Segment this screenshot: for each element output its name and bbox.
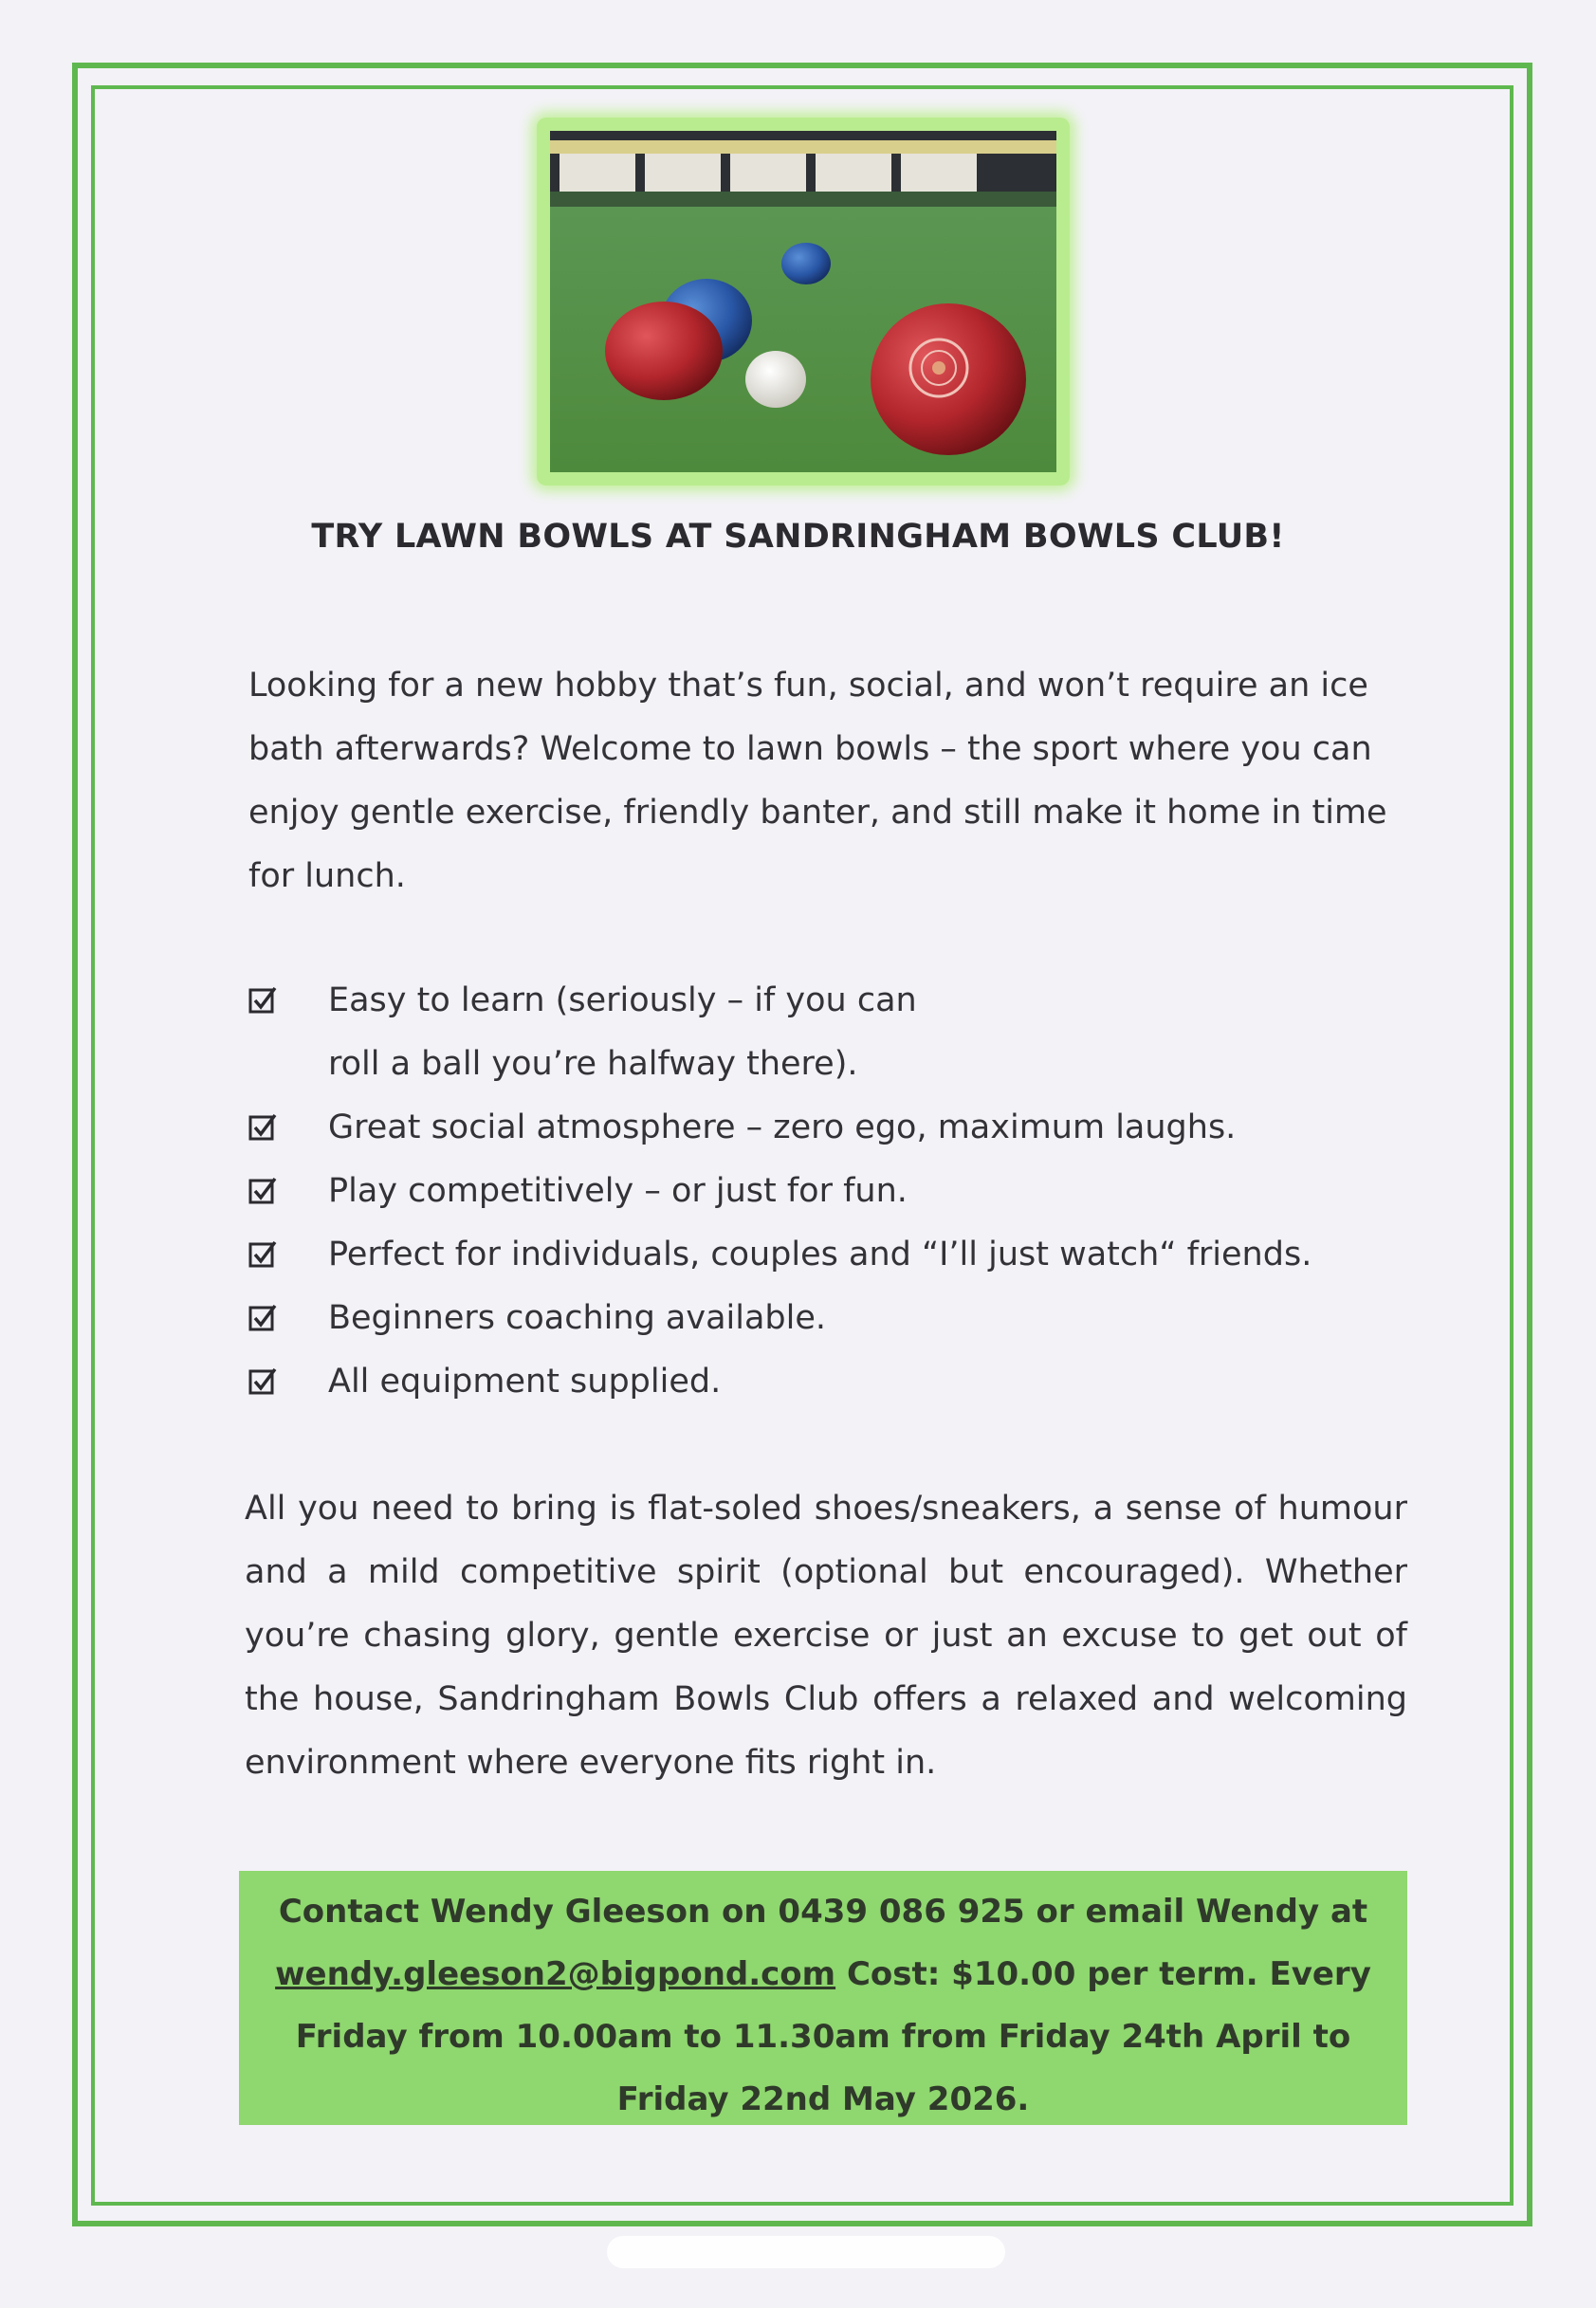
checked-box-icon <box>248 985 277 1014</box>
list-item <box>248 1350 1415 1414</box>
contact-box <box>239 1871 1407 2125</box>
feature-text: Easy to learn (seriously – if you can roll a ball you’re halfway there). <box>328 981 917 1083</box>
feature-text: Great social atmosphere – zero ego, maximum laughs. <box>328 1108 1237 1146</box>
list-item <box>248 1160 1415 1223</box>
contact-line: Contact Wendy Gleeson on 0439 086 925 or email Wendy at <box>278 1893 1368 1931</box>
list-item <box>248 969 1415 1096</box>
checked-box-icon <box>248 1366 277 1395</box>
contact-email-link[interactable]: wendy.gleeson2@bigpond.com <box>275 1955 836 1993</box>
page-title: TRY LAWN BOWLS AT SANDRINGHAM BOWLS CLUB! <box>311 518 1285 556</box>
checked-box-icon <box>248 1176 277 1204</box>
feature-text: Play competitively – or just for fun. <box>328 1172 908 1210</box>
list-item <box>248 1287 1415 1350</box>
feature-text: Perfect for individuals, couples and “I’ll just watch“ friends. <box>328 1236 1312 1273</box>
features-list <box>248 969 1415 1414</box>
body-paragraph: All you need to bring is flat-soled shoes/sneakers, a sense of humour and a mild competitive spirit (optional but encouraged). Whether you’re chasing glory, gentle exercise or just an excuse to get out of the house, Sandringham Bowls Club offers a relaxed and welcoming environment where everyone fits right in. <box>245 1490 1407 1782</box>
checked-box-icon <box>248 1303 277 1331</box>
feature-text: All equipment supplied. <box>328 1363 722 1401</box>
intro-paragraph: Looking for a new hobby that’s fun, social, and won’t require an ice bath afterwards? Welcome to lawn bowls – the sport where you can enjoy gentle exercise, friendly banter, and still make it home in time for lunch. <box>248 667 1387 895</box>
list-item <box>248 1223 1415 1287</box>
checked-box-icon <box>248 1112 277 1141</box>
list-item <box>248 1096 1415 1160</box>
contact-details: Cost: $10.00 per term. Every Friday from 10.00am to 11.30am from Friday 24th April to Friday 22nd May 2026. <box>295 1955 1371 2118</box>
checked-box-icon <box>248 1239 277 1268</box>
lawn-bowls-photo-frame <box>537 118 1070 485</box>
feature-text: Beginners coaching available. <box>328 1299 827 1337</box>
lawn-bowls-photo <box>550 131 1056 472</box>
paper-smudge <box>607 2236 1005 2268</box>
